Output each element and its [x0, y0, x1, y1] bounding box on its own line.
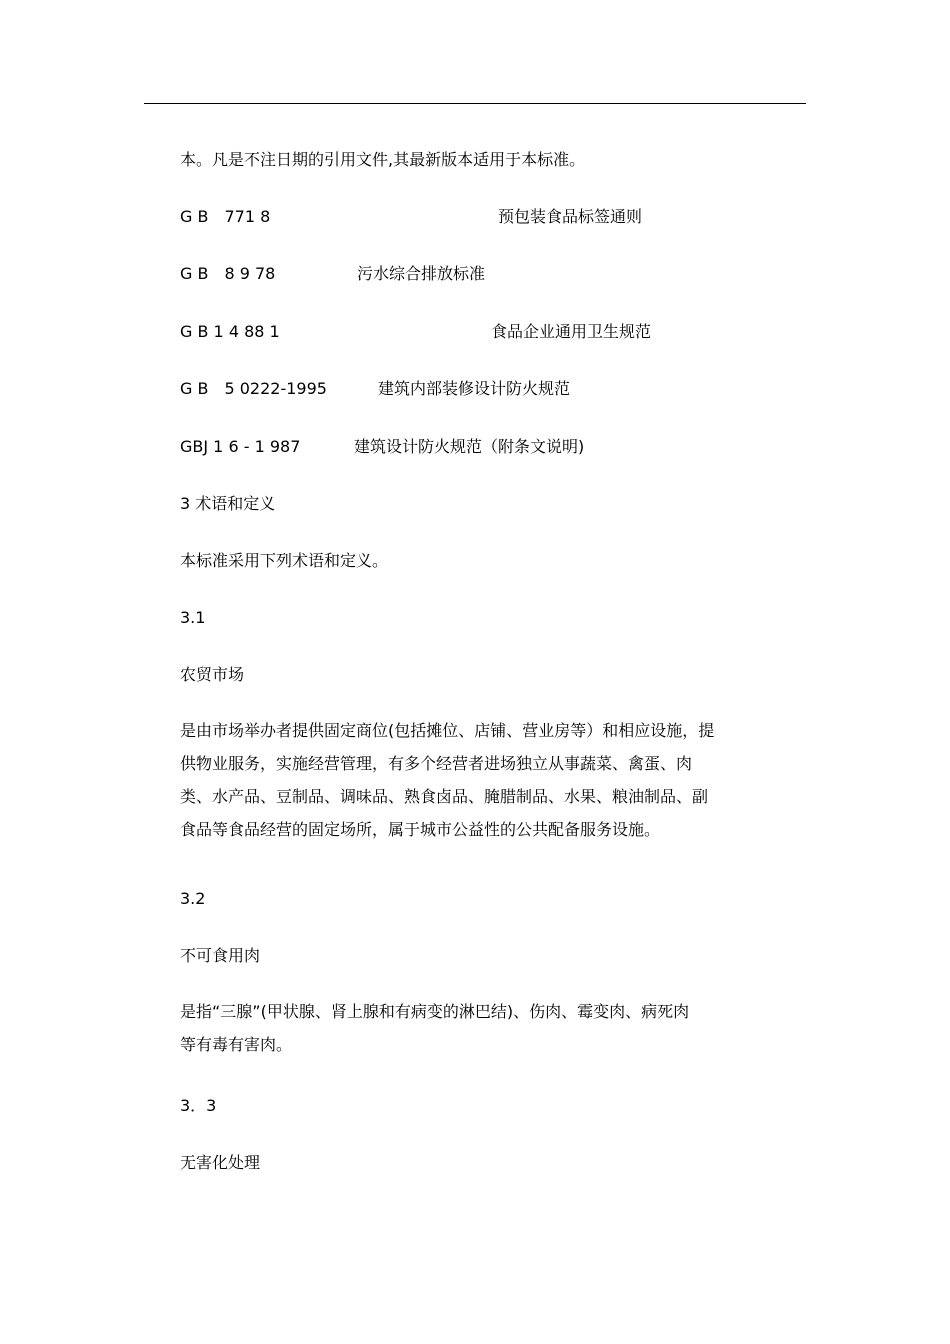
- reference-item: [180, 207, 780, 227]
- definition-line: 食品等食品经营的固定场所，属于城市公益性的公共配备服务设施。: [180, 820, 661, 839]
- reference-title: 建筑设计防火规范（附条文说明): [354, 437, 585, 456]
- reference-item: [180, 264, 780, 284]
- definition-line: 是由市场举办者提供固定商位(包括摊位、店铺、营业房等）和相应设施，提: [180, 721, 715, 740]
- term-definition: [180, 721, 780, 853]
- header-rule: [144, 103, 806, 104]
- reference-code: G B 771 8: [180, 207, 271, 226]
- definition-line: 类、水产品、豆制品、调味品、熟食卤品、腌腊制品、水果、粮油制品、副: [180, 787, 709, 806]
- reference-code: G B 1 4 88 1: [180, 322, 280, 341]
- definition-line: 是指“三腺”(甲状腺、肾上腺和有病变的淋巴结)、伤肉、霉变肉、病死肉: [180, 1002, 690, 1021]
- term-definition: [180, 1002, 780, 1068]
- term-name: 农贸市场: [180, 665, 245, 684]
- intro-line: 本。凡是不注日期的引用文件,其最新版本适用于本标准。: [180, 150, 586, 169]
- reference-title: 建筑内部装修设计防火规范: [378, 379, 571, 398]
- reference-code: G B 8 9 78: [180, 264, 276, 283]
- section-heading: 3 术语和定义: [180, 494, 276, 513]
- definition-line: 供物业服务，实施经营管理，有多个经营者进场独立从事蔬菜、禽蛋、肉: [180, 754, 693, 773]
- term-number: 3.1: [180, 608, 206, 627]
- term-number: 3.2: [180, 889, 206, 908]
- reference-code: GBJ 1 6 - 1 987: [180, 437, 301, 456]
- term-name: 无害化处理: [180, 1153, 261, 1172]
- reference-title: 预包装食品标签通则: [498, 207, 643, 226]
- reference-item: [180, 379, 780, 399]
- term-number: 3．3: [180, 1096, 217, 1115]
- term-name: 不可食用肉: [180, 946, 261, 965]
- reference-item: [180, 437, 780, 457]
- reference-title: 污水综合排放标准: [357, 264, 486, 283]
- reference-item: [180, 322, 780, 342]
- reference-code: G B 5 0222-1995: [180, 379, 327, 398]
- reference-title: 食品企业通用卫生规范: [491, 322, 652, 341]
- section-intro: 本标准采用下列术语和定义。: [180, 551, 389, 570]
- definition-line: 等有毒有害肉。: [180, 1035, 293, 1054]
